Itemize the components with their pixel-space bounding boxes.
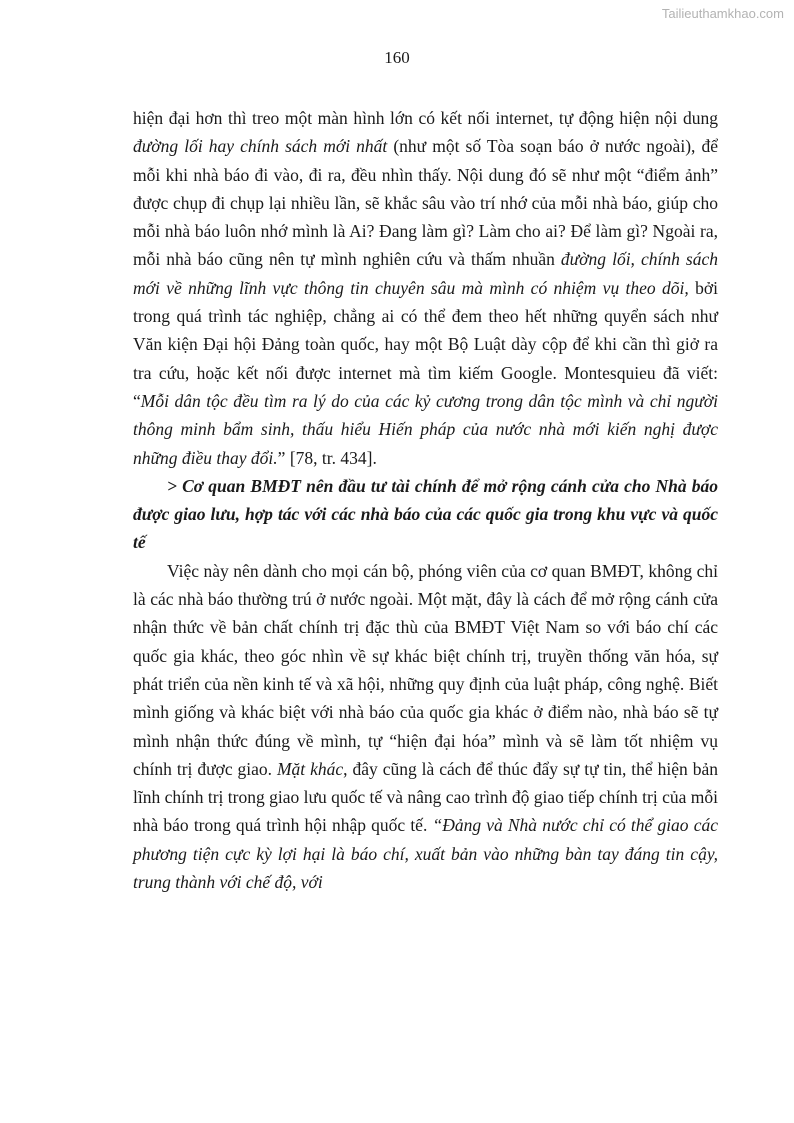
paragraph-1-italic-b: đường lối, chính sách mới về những lĩnh vực thông tin chuyên sâu mà mình có nhiệm vụ theo dõi, <box>133 249 718 298</box>
paragraph-1-text-a: hiện đại hơn thì treo một màn hình lớn có kết nối internet, tự động hiện nội dung <box>133 108 718 128</box>
paragraph-1 <box>133 104 718 472</box>
paragraph-1-quote: Mỗi dân tộc đều tìm ra lý do của các kỷ cương trong dân tộc mình và chỉ người thông minh bẩm sinh, thấu hiểu Hiến pháp của nước nhà mới kiến nghị được những điều thay đổi. <box>133 390 718 468</box>
paragraph-2-quote: “Đảng và Nhà nước chỉ có thể giao các phương tiện cực kỳ lợi hại là báo chí, xuất bản vào những bàn tay đáng tin cậy, trung thành với chế độ, với <box>133 815 718 893</box>
paragraph-1-text-b: (như một số Tòa soạn báo ở nước ngoài), để mỗi khi nhà báo đi vào, đi ra, đều nhìn thấy. Nội dung đó sẽ như một “điểm ảnh” được chụp đi chụp lại nhiều lần, sẽ khắc sâu vào trí nhớ của mỗi nhà báo, giúp cho mỗi nhà báo luôn nhớ mình là Ai? Đang làm gì? Làm cho ai? Để làm gì? Ngoài ra, mỗi nhà báo cũng nên tự mình nghiên cứu và thấm nhuần <box>133 136 718 270</box>
paragraph-1-italic-a: đường lối hay chính sách mới nhất <box>133 136 388 157</box>
paragraph-2-text-a: Việc này nên dành cho mọi cán bộ, phóng viên của cơ quan BMĐT, không chỉ là các nhà báo thường trú ở nước ngoài. Một mặt, đây là cách để mở rộng cánh cửa nhận thức về bản chất chính trị đặc thù của BMĐT Việt Nam so với báo chí các quốc gia khác, theo góc nhìn về sự khác biệt chính trị, truyền thống văn hóa, sự phát triển của nền kinh tế và xã hội, những quy định của luật pháp, công nghệ. Biết mình giống và khác biệt với nhà báo của quốc gia khác ở điểm nào, nhà báo sẽ tự mình nhận thức đúng về mình, tự “hiện đại hóa” mình và sẽ làm tốt nhiệm vụ chính trị được giao. <box>133 560 718 779</box>
paragraph-2 <box>133 557 718 897</box>
page-number: 160 <box>384 48 410 67</box>
paragraph-2-italic-a: Mặt khác <box>276 758 344 779</box>
paragraph-1-text-c: bởi trong quá trình tác nghiệp, chẳng ai có thể đem theo hết những quyển sách như Văn kiện Đại hội Đảng toàn quốc, hay một Bộ Luật dày cộp để khi cần thì giở ra tra cứu, hoặc kết nối được internet mà tìm kiếm Google. Montesquieu đã viết: “ <box>133 277 718 411</box>
page-body <box>133 104 718 896</box>
paragraph-1-citation: ” [78, tr. 434]. <box>277 447 377 468</box>
section-heading: > Cơ quan BMĐT nên đầu tư tài chính để mở rộng cánh cửa cho Nhà báo được giao lưu, hợp tác với các nhà báo của các quốc gia trong khu vực và quốc tế <box>133 475 718 553</box>
watermark: Tailieuthamkhao.com <box>661 6 784 21</box>
paragraph-2-text-b: , đây cũng là cách để thúc đẩy sự tự tin, thể hiện bản lĩnh chính trị trong giao lưu quốc tế và nâng cao trình độ giao tiếp chính trị của mỗi nhà báo trong quá trình hội nhập quốc tế. <box>133 758 718 836</box>
